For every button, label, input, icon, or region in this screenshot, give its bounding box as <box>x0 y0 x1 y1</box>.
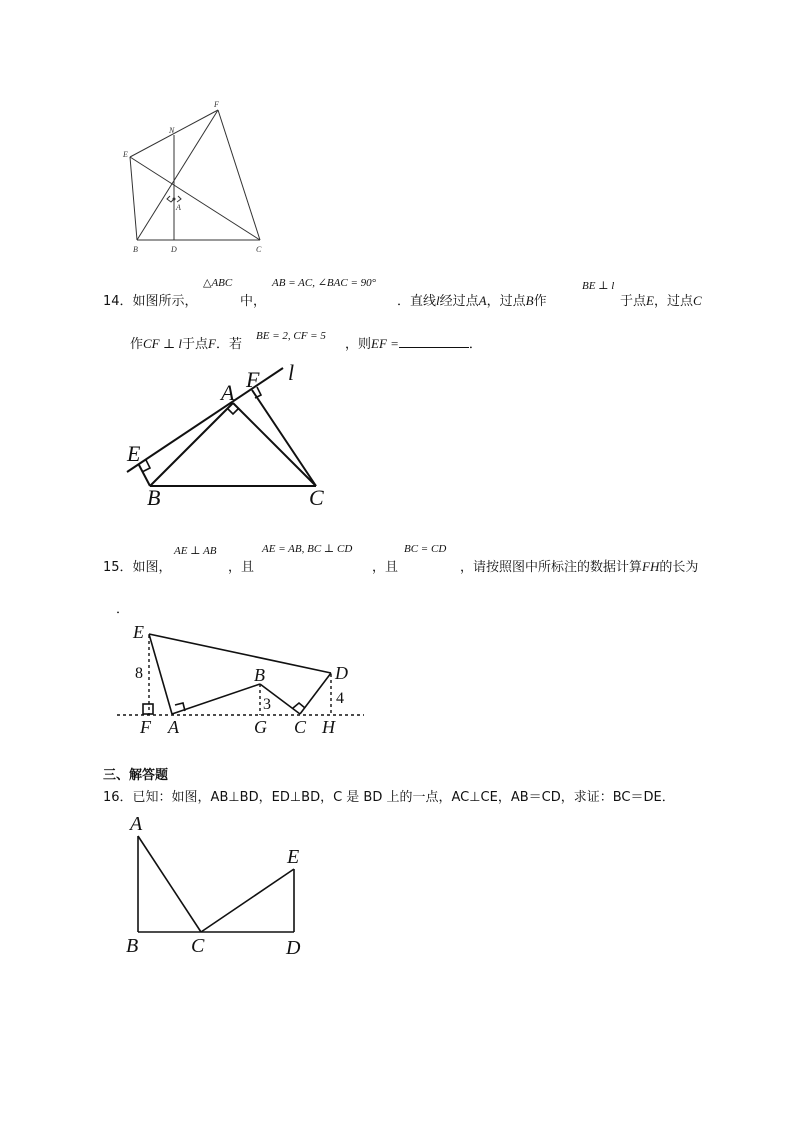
segment-ea <box>149 634 172 714</box>
segment-ed <box>149 634 331 673</box>
section-heading: 三、解答题 <box>103 768 169 783</box>
q15-math-fh: FH <box>642 559 660 574</box>
q14-line1-rest <box>397 290 547 309</box>
segment-eb <box>130 157 137 240</box>
segment-cf <box>252 390 316 486</box>
q15-text: 的长为 <box>659 560 699 575</box>
q15-number: 15． <box>103 560 133 575</box>
right-angle-mark-f <box>143 704 153 714</box>
q14-math-f: F <box>207 336 216 351</box>
label-d: D <box>286 937 301 959</box>
label-b: B <box>254 665 265 685</box>
label-h: H <box>322 717 335 737</box>
q15-line1-end <box>460 556 698 575</box>
q16-number: 16． <box>103 790 133 805</box>
q14-math-e: E <box>646 293 654 308</box>
figure-q15 <box>112 620 372 740</box>
q15-text: 如图， <box>132 560 172 575</box>
q14-text: 如图所示， <box>132 294 198 309</box>
q14-math-b: B <box>525 293 534 308</box>
label-a: A <box>176 203 181 212</box>
q16-line <box>103 786 675 805</box>
q14-line1-end <box>620 290 702 309</box>
q14-math-lengths: BE = 2, CF = 5 <box>256 330 326 342</box>
q14-text: ，过点 <box>486 294 526 309</box>
q14-line2 <box>130 333 242 352</box>
label-l: l <box>288 360 295 385</box>
label-d: D <box>171 245 177 254</box>
segment-ac <box>233 403 316 486</box>
q14-math-triangle: △ABC <box>203 277 233 289</box>
figure-q14 <box>115 360 345 515</box>
q14-text: ．直线 <box>397 294 437 309</box>
q14-math-condition: AB = AC, ∠BAC = 90° <box>272 277 377 289</box>
point-a <box>173 198 176 201</box>
q14-text: ． <box>468 337 482 352</box>
label-a: A <box>168 717 179 737</box>
q14-text: 作 <box>130 337 144 352</box>
right-angle-mark-c <box>293 703 305 708</box>
q15-text: ，且 <box>228 560 255 575</box>
q14-number: 14． <box>103 294 133 309</box>
line-l <box>127 368 283 472</box>
right-angle-mark <box>177 196 181 202</box>
q15-math-ae-perp: AE ⊥ AB <box>174 545 217 557</box>
q15-math-conditions: AE = AB, BC ⊥ CD <box>262 543 353 555</box>
q14-text: 于点 <box>620 294 647 309</box>
label-d: D <box>335 663 348 683</box>
q14-line1 <box>103 290 198 309</box>
figure-q16 <box>118 810 318 960</box>
label-f: F <box>246 367 260 392</box>
q14-text: 作 <box>533 294 547 309</box>
label-f: F <box>140 717 151 737</box>
label-e: E <box>133 622 144 642</box>
q14-math-cf-perp: CF ⊥ l <box>143 336 182 351</box>
label-c: C <box>309 485 324 510</box>
label-b: B <box>126 935 139 957</box>
label-e: E <box>287 846 300 868</box>
q14-line2-end <box>345 333 482 352</box>
label-e: E <box>123 150 128 159</box>
segment-ce <box>201 869 294 932</box>
q14-text: 中， <box>240 294 267 309</box>
q14-text: ，过点 <box>653 294 693 309</box>
label-b: B <box>147 485 161 510</box>
q14-math-ef: EF = <box>371 336 399 351</box>
label-b: B <box>133 245 138 254</box>
q14-math-a: A <box>478 293 487 308</box>
label-length-4: 4 <box>336 690 344 707</box>
q16-text: 已知：如图，AB⊥BD，ED⊥BD，C 是 BD 上的一点，AC⊥CE，AB＝CD，求证：BC＝DE． <box>132 790 675 805</box>
q14-text: ，则 <box>345 337 372 352</box>
label-c: C <box>191 935 205 957</box>
q14-math-be-perp: BE ⊥ l <box>582 280 615 292</box>
q14-math-c: C <box>692 293 702 308</box>
segment-ba <box>150 403 233 486</box>
q14-text: 于点 <box>181 337 208 352</box>
label-g: G <box>254 717 267 737</box>
label-length-8: 8 <box>135 665 143 682</box>
q14-math-l: l <box>436 293 440 308</box>
label-a: A <box>221 380 235 405</box>
label-a: A <box>130 813 143 835</box>
q15-line1-start <box>103 556 172 575</box>
q15-text: ，请按照图中所标注的数据计算 <box>460 560 643 575</box>
segment-ac <box>138 836 201 932</box>
label-e: E <box>127 441 141 466</box>
label-n: N <box>169 126 175 135</box>
figure-q13 <box>110 95 280 265</box>
q15-math-bc-cd: BC = CD <box>404 543 447 555</box>
segment-fb <box>137 110 218 240</box>
q14-text: 经过点 <box>439 294 479 309</box>
q15-text: ，且 <box>372 560 399 575</box>
q14-text: ．若 <box>215 337 242 352</box>
label-c: C <box>294 717 307 737</box>
right-angle-mark <box>227 408 239 414</box>
label-f: F <box>214 100 219 109</box>
segment-ec <box>130 157 260 240</box>
label-length-3: 3 <box>263 696 271 713</box>
q14-answer-blank[interactable] <box>399 335 469 348</box>
q15-end-period: ． <box>116 602 130 617</box>
label-c: C <box>256 245 262 254</box>
segment-fc <box>218 110 260 240</box>
